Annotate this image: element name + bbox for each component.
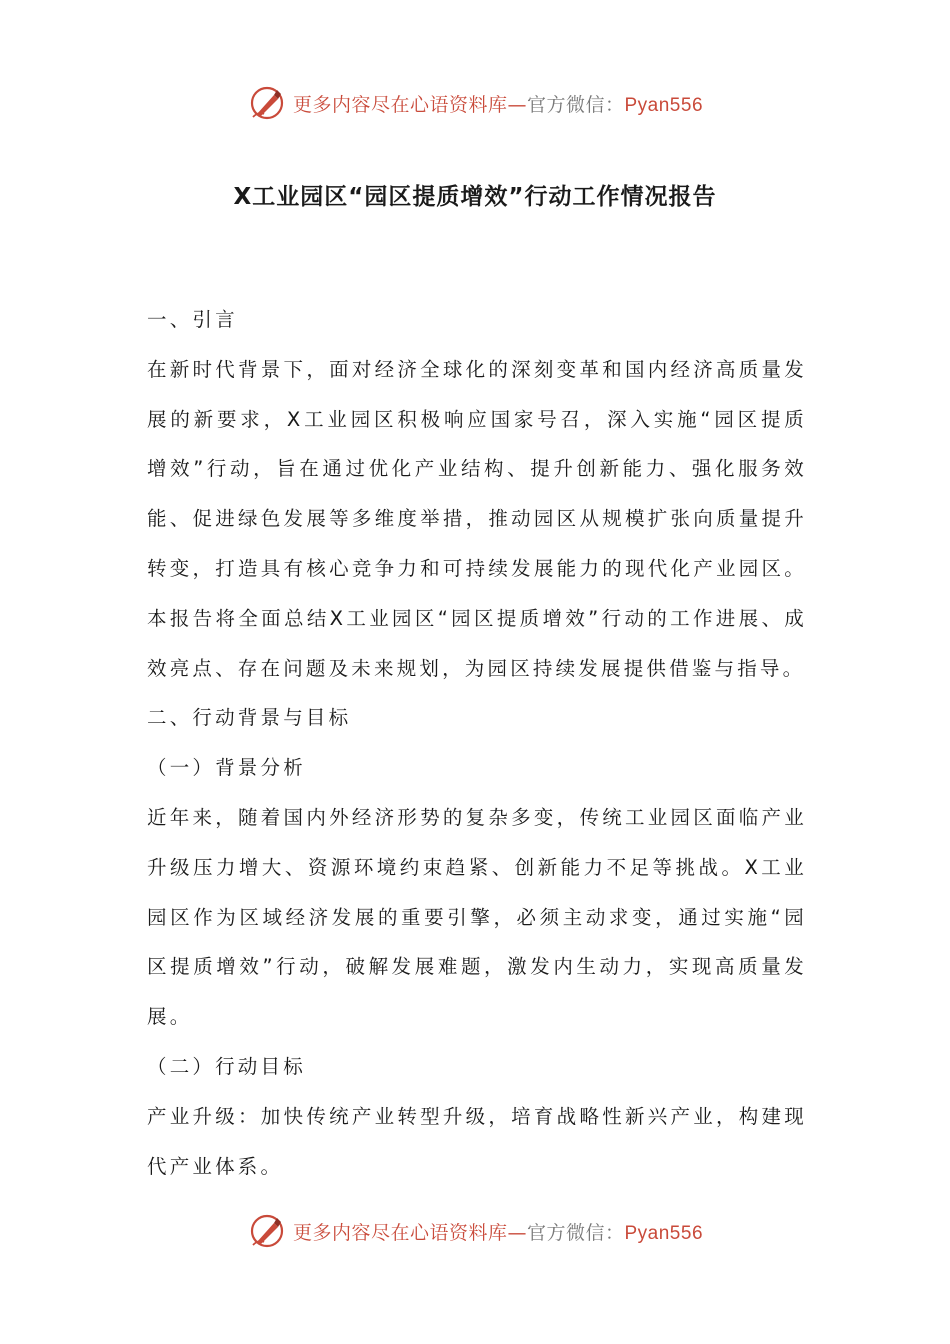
header-watermark: [0, 78, 950, 128]
library-text: 更多内容尽在心语资料库: [292, 93, 508, 116]
pen-logo-icon: [247, 1211, 287, 1251]
wechat-id: Pyan556: [624, 94, 704, 116]
footer-watermark: [0, 1206, 950, 1256]
banner-dash: —: [507, 1221, 527, 1244]
wechat-label: 官方微信：: [526, 1221, 625, 1244]
subsection-heading: （二）行动目标: [147, 1054, 306, 1078]
paragraph: 在新时代背景下，面对经济全球化的深刻变革和国内经济高质量发展的新要求，X工业园区积极响应国家号召，深入实施“园区提质增效”行动，旨在通过优化产业结构、提升创新能力、强化服务效能、促进绿色发展等多维度举措，推动园区从规模扩张向质量提升转变，打造具有核心竞争力和可持续发展能力的现代化产业园区。本报告将全面总结X工业园区“园区提质增效”行动的工作进展、成效亮点、存在问题及未来规划，为园区持续发展提供借鉴与指导。: [147, 357, 807, 680]
subsection-heading: （一）背景分析: [147, 756, 306, 780]
banner-dash: —: [507, 93, 527, 116]
document-body: [147, 295, 807, 1191]
wechat-label: 官方微信：: [526, 93, 625, 116]
section-heading: 二、行动背景与目标: [147, 706, 352, 730]
paragraph: 近年来，随着国内外经济形势的复杂多变，传统工业园区面临产业升级压力增大、资源环境约束趋紧、创新能力不足等挑战。X工业园区作为区域经济发展的重要引擎，必须主动求变，通过实施“园区提质增效”行动，破解发展难题，激发内生动力，实现高质量发展。: [147, 805, 807, 1029]
paragraph: 产业升级：加快传统产业转型升级，培育战略性新兴产业，构建现代产业体系。: [147, 1104, 807, 1178]
section-heading: 一、引言: [147, 308, 238, 331]
wechat-id: Pyan556: [624, 1222, 704, 1244]
document-title: X工业园区“园区提质增效”行动工作情况报告: [233, 184, 717, 210]
library-text: 更多内容尽在心语资料库: [292, 1221, 508, 1244]
pen-logo-icon: [247, 83, 287, 123]
